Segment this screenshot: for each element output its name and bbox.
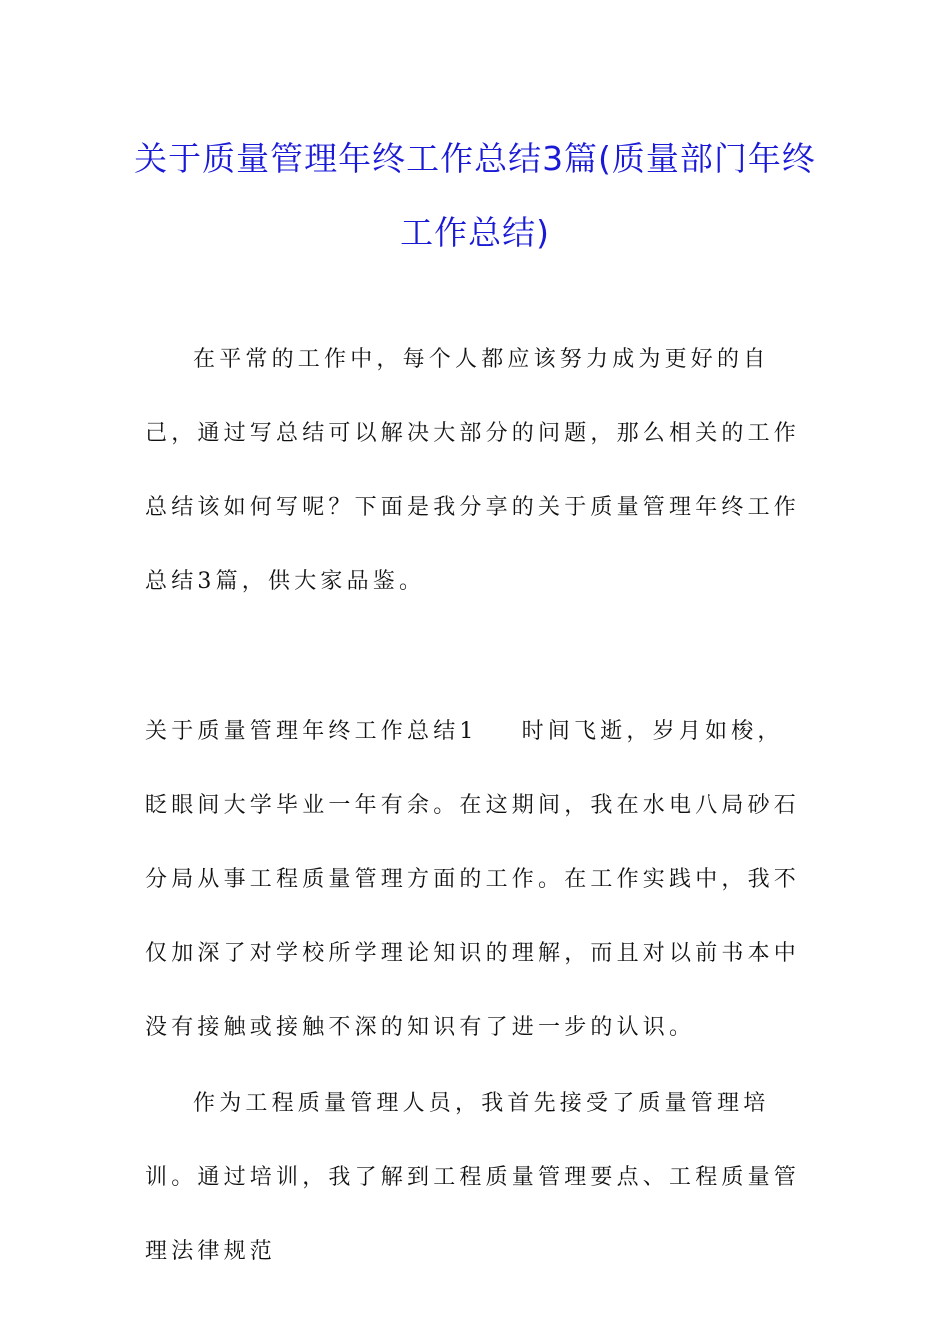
- training-paragraph: 作为工程质量管理人员，我首先接受了质量管理培训。通过培训，我了解到工程质量管理要点、工程质量管理法律规范: [145, 1091, 801, 1264]
- section-paragraph: [145, 695, 807, 1065]
- section-heading: 关于质量管理年终工作总结1: [145, 719, 478, 744]
- section-body-text: 时间飞逝，岁月如梭，眨眼间大学毕业一年有余。在这期间，我在水电八局砂石分局从事工程质量管理方面的工作。在工作实践中，我不仅加深了对学校所学理论知识的理解，而且对以前书本中没有接触或接触不深的知识有了进一步的认识。: [145, 719, 801, 1040]
- intro-paragraph: 在平常的工作中，每个人都应该努力成为更好的自己，通过写总结可以解决大部分的问题，那么相关的工作总结该如何写呢？下面是我分享的关于质量管理年终工作总结3篇，供大家品鉴。: [145, 347, 801, 594]
- document-title: 关于质量管理年终工作总结3篇(质量部门年终工作总结): [134, 139, 816, 252]
